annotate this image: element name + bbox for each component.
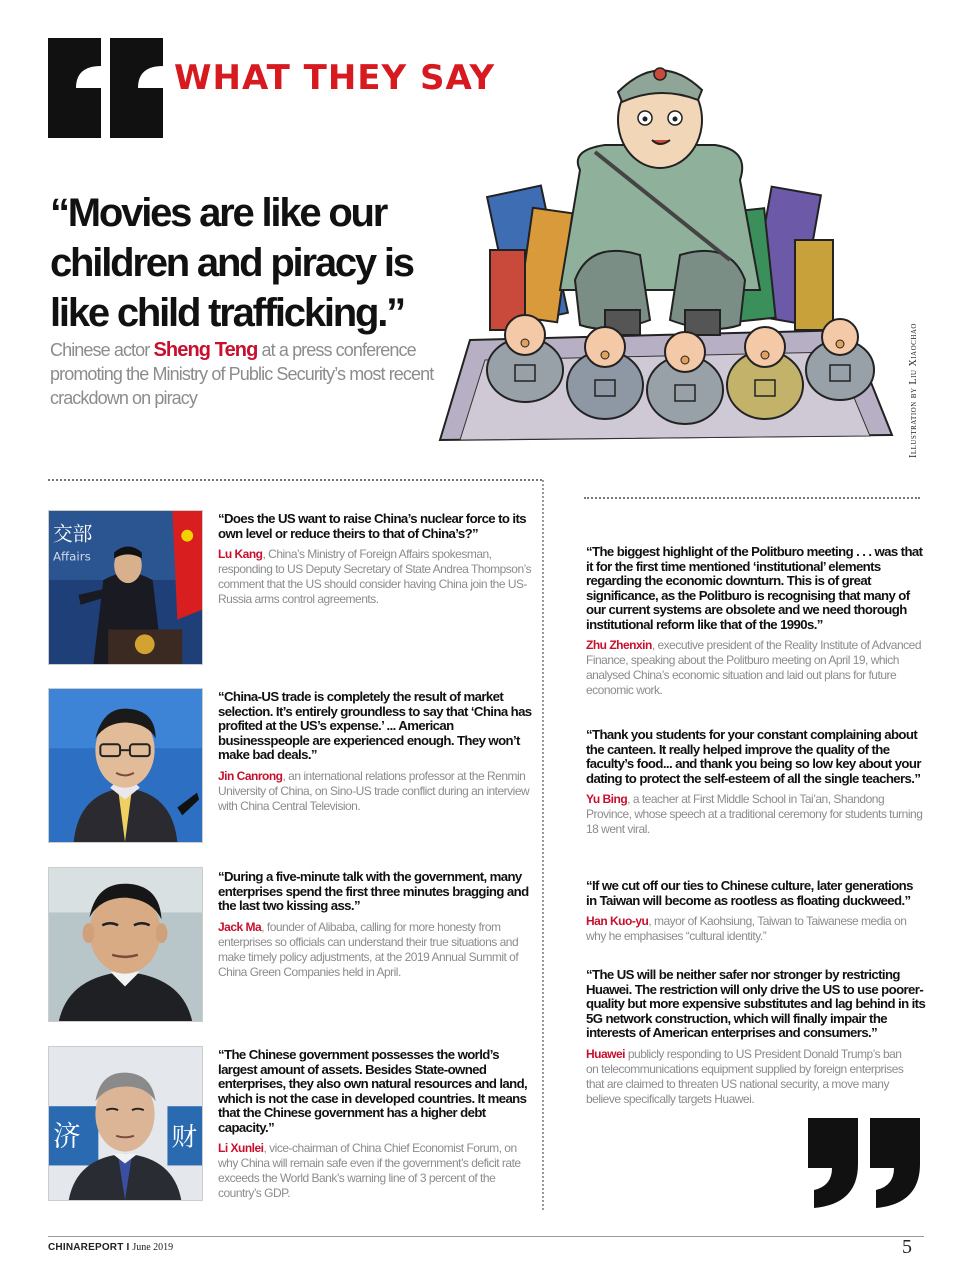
speaker-name: Yu Bing bbox=[586, 792, 628, 806]
speaker-name: Han Kuo-yu bbox=[586, 914, 649, 928]
speaker-desc: , vice-chairman of China Chief Economist Forum, on why China will remain safe even if the government’s deficit rate exceeds the World Bank’s warning line of 3 percent of the country’s GDP. bbox=[218, 1141, 521, 1200]
quote-entry-han-kuo-yu bbox=[586, 879, 924, 944]
photo-li-xunlei bbox=[48, 1046, 203, 1201]
photo-jack-ma bbox=[48, 867, 203, 1022]
illustration-credit-text: Illustration by Liu Xiaochao bbox=[908, 323, 919, 458]
illustration-credit bbox=[906, 320, 930, 460]
photo-jin-canrong bbox=[48, 688, 203, 843]
quote-text: “Thank you students for your constant complaining about the canteen. It really helped improve the quality of the faculty’s food... and thank you being so low key about your dating to protect the self-esteem of all the single teachers.” bbox=[586, 727, 921, 786]
speaker-name: Lu Kang bbox=[218, 547, 263, 561]
speaker-name: Jin Canrong bbox=[218, 768, 283, 783]
photo-sign-text-2: Affairs bbox=[52, 549, 91, 564]
attribution-name: Sheng Teng bbox=[153, 339, 258, 361]
main-attribution bbox=[50, 338, 450, 410]
attribution-suffix: at a press conference promoting the Ministry of Public Security’s most recent crackdown on piracy bbox=[50, 340, 434, 408]
photo-sign-text-3: 济 bbox=[52, 1119, 81, 1153]
quote-entry-li-xunlei bbox=[218, 1048, 536, 1201]
quote-entry-jack-ma bbox=[218, 870, 536, 980]
quote-text: “Does the US want to raise China’s nuclear force to its own level or reduce theirs to that of China’s?” bbox=[218, 511, 527, 541]
photo-sign-text-4: 财 bbox=[171, 1122, 198, 1153]
speaker-desc: , executive president of the Reality Institute of Advanced Finance, speaking about the Politburo meeting on April 19, which analysed China’s economic situation and laid out plans for future economic work. bbox=[586, 638, 922, 697]
speaker-desc: , founder of Alibaba, calling for more honesty from enterprises so officials can understand their true situations and make timely policy adjustments, at the 2019 Annual Summit of China Green Companies held in April. bbox=[218, 919, 519, 979]
open-quote-mark-icon bbox=[46, 36, 166, 140]
speaker-desc: , an international relations professor at the Renmin University of China, on Sino-US trade conflict during an interview with China Central Television. bbox=[218, 768, 530, 813]
quote-attribution bbox=[586, 638, 924, 698]
quote-entry-huawei bbox=[586, 968, 926, 1107]
quote-attribution bbox=[218, 769, 536, 814]
speaker-desc: , China’s Ministry of Foreign Affairs spokesman, responding to US Deputy Secretary of State Andrea Thompson’s comment that the US should consider having China join the US-Russia arms control agreements. bbox=[218, 547, 532, 606]
quote-attribution bbox=[586, 914, 924, 944]
quote-entry-jin-canrong bbox=[218, 690, 536, 814]
speaker-name: Huawei bbox=[586, 1046, 626, 1061]
attribution-prefix: Chinese actor bbox=[50, 340, 154, 360]
speaker-desc: , mayor of Kaohsiung, Taiwan to Taiwanese media on why he emphasises “cultural identity.” bbox=[586, 914, 907, 943]
quote-text: “During a five-minute talk with the government, many enterprises spend the first three minutes bragging and the last two kissing ass.” bbox=[218, 869, 529, 913]
footer-masthead bbox=[48, 1242, 173, 1253]
divider-right bbox=[584, 497, 920, 499]
quote-attribution bbox=[586, 1047, 926, 1107]
quote-attribution bbox=[586, 792, 924, 837]
footer-rule bbox=[48, 1236, 924, 1237]
column-divider bbox=[542, 480, 544, 1210]
photo-lu-kang bbox=[48, 510, 203, 665]
page-number: 5 bbox=[902, 1236, 912, 1258]
section-title: WHAT THEY SAY bbox=[174, 58, 496, 98]
main-quote: “Movies are like our children and piracy is like child trafficking.” bbox=[50, 191, 413, 335]
quote-attribution bbox=[218, 547, 536, 607]
quote-text: “If we cut off our ties to Chinese culture, later generations in Taiwan will become as rootless as floating duckweed.” bbox=[586, 878, 913, 908]
speaker-desc: , a teacher at First Middle School in Tai’an, Shandong Province, whose speech at a traditional ceremony for students turning 18 went viral. bbox=[586, 792, 923, 836]
speaker-name: Jack Ma bbox=[218, 919, 262, 934]
photo-sign-text: 交部 bbox=[52, 522, 93, 546]
quote-entry-zhu-zhenxin bbox=[586, 545, 924, 698]
quote-attribution bbox=[218, 1141, 536, 1201]
quote-text: “The US will be neither safer nor stronger by restricting Huawei. The restriction will only drive the US to use poorer-quality but more expensive substitutes and lag behind in its 5G network construction, which will finally impair the interests of American enterprises and consumers.” bbox=[586, 967, 926, 1040]
footer-separator: I bbox=[126, 1242, 130, 1253]
footer-date: June 2019 bbox=[132, 1242, 174, 1253]
quote-text: “China-US trade is completely the result of market selection. It’s entirely groundless to say that ‘China has profited at the US’s expense.’ ... American businesspeople are experienced enough. They won’t make bad deals.” bbox=[218, 689, 532, 762]
footer-brand: CHINAREPORT bbox=[48, 1242, 124, 1253]
quote-text: “The Chinese government possesses the world’s largest amount of assets. Besides State-owned enterprises, they also own natural resources and land, which is not the case in developed countries. It means that the Chinese government has a higher debt capacity.” bbox=[218, 1047, 528, 1135]
speaker-name: Li Xunlei bbox=[218, 1141, 264, 1155]
close-quote-mark-icon bbox=[806, 1116, 926, 1210]
quote-entry-yu-bing bbox=[586, 728, 924, 837]
speaker-name: Zhu Zhenxin bbox=[586, 638, 652, 652]
speaker-desc: publicly responding to US President Donald Trump’s ban on telecommunications equipment supplied by foreign enterprises that are claimed to threaten US national security, a move many believe specifically targets Huawei. bbox=[586, 1046, 904, 1106]
quote-entry-lu-kang bbox=[218, 512, 536, 607]
quote-text: “The biggest highlight of the Politburo meeting . . . was that it for the first time mentioned ‘institutional’ elements regarding the economic downturn. This is of great significance, as the Politburo is recognising that many of our current systems are obsolete and we need thorough institutional reform like that of the 1990s.” bbox=[586, 544, 923, 632]
divider-left bbox=[48, 479, 542, 481]
quote-attribution bbox=[218, 920, 536, 980]
piracy-cartoon-illustration bbox=[430, 40, 900, 460]
